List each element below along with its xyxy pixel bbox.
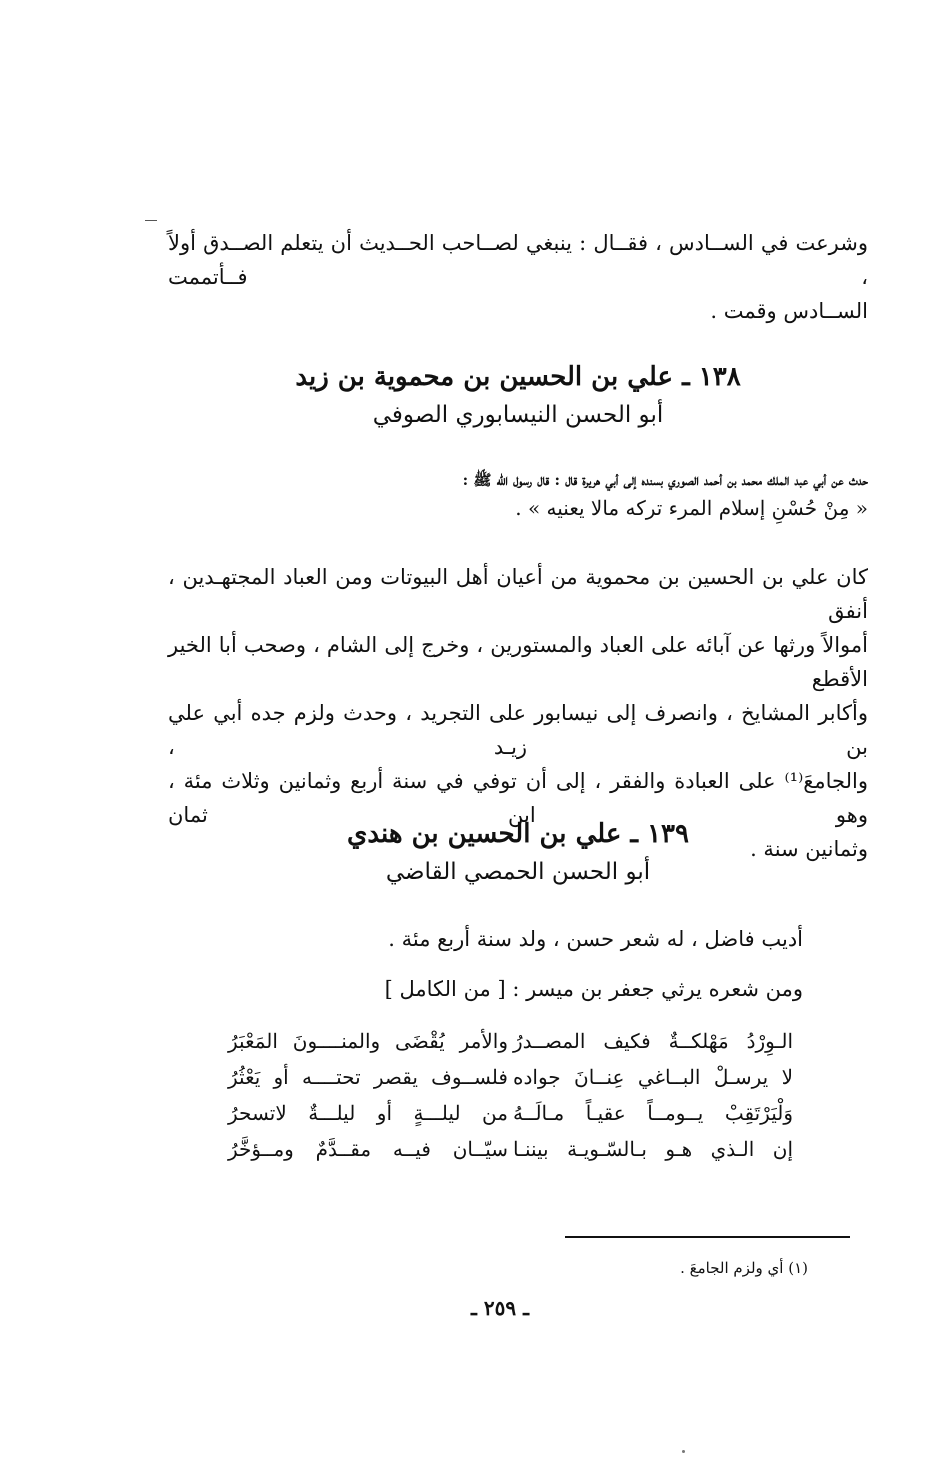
entry-kunya: أبو الحسن النيسابوري الصوفي bbox=[372, 402, 664, 428]
entry-138-header bbox=[168, 357, 868, 433]
poem-verse bbox=[228, 1131, 793, 1167]
paragraph-line: وأكابر المشايخ ، وانصرف إلى نيسابور على التجريد ، وحدث ولزم جده أبي علي بن زيـد ، bbox=[168, 701, 868, 759]
first-hemistich: إن الـذي هـو بـالسّـويـة بيننـا bbox=[513, 1137, 793, 1161]
second-hemistich: فلســوف يقصر تحتــــه أو يَعْثُرُ bbox=[228, 1065, 508, 1089]
margin-mark bbox=[145, 220, 157, 221]
continuation-paragraph bbox=[168, 226, 868, 328]
second-hemistich: من ليلـــةٍ أو ليلـــةٌ لاتسحرُ bbox=[228, 1101, 508, 1125]
entry-heading: ١٣٨ ـ علي بن الحسين بن محموية بن زيد bbox=[295, 362, 741, 392]
paragraph-line: أموالاً ورثها عن آبائه على العباد والمستورين ، وخرج إلى الشام ، وصحب أبا الخير الأقطع bbox=[168, 633, 868, 691]
poem-verse bbox=[228, 1059, 793, 1095]
footnote-divider bbox=[565, 1236, 850, 1238]
poem bbox=[228, 1023, 793, 1167]
entry-139-header bbox=[168, 814, 868, 890]
paragraph-line: كان علي بن الحسين بن محموية من أعيان أهل البيوتات ومن العباد المجتهـدين ، أنفق bbox=[168, 565, 868, 623]
entry-139-intro bbox=[168, 922, 803, 1006]
poem-verse bbox=[228, 1095, 793, 1131]
entry-kunya: أبو الحسن الحمصي القاضي bbox=[385, 859, 651, 885]
footnote-area bbox=[568, 1258, 808, 1277]
first-hemistich: الـوِرْدُ مَهْلكــةٌ فكيف المصــدرُ bbox=[513, 1029, 793, 1053]
first-hemistich: لا يرسـلْ البــاغي عِنــانَ جواده bbox=[513, 1065, 793, 1089]
poem-verse bbox=[228, 1023, 793, 1059]
intro-line: ومن شعره يرثي جعفر بن ميسر : [ من الكامل ] bbox=[384, 977, 803, 1001]
first-hemistich: وَلْيَرْتَقِبْ يــومــاً عقيـاً مـالَــهُ bbox=[513, 1101, 793, 1125]
intro-line: أديب فاضل ، له شعر حسن ، ولد سنة أربع مئة . bbox=[388, 927, 803, 951]
paragraph-line: والجامعَ⁽¹⁾ على العبادة والفقر ، إلى أن توفي في سنة أربع وثمانين وثلاث مئة ، وهو ابن ثمان bbox=[168, 769, 868, 827]
paragraph-line: الســادس وقمت . bbox=[710, 299, 868, 323]
second-hemistich: سيّــان فيــه مقــدَّمٌ ومــؤخَّرُ bbox=[228, 1137, 508, 1161]
page-number-area bbox=[430, 1296, 570, 1320]
page-number: ـ ٢٥٩ ـ bbox=[471, 1296, 529, 1320]
hadith-text: « مِنْ حُسْنِ إسلام المرء تركه مالا يعنيه » . bbox=[515, 496, 868, 520]
second-hemistich: والأمر يُقْضَى والمنــــونَ المَعْبَرُ bbox=[228, 1029, 508, 1053]
entry-heading: ١٣٩ ـ علي بن الحسين بن هندي bbox=[347, 819, 689, 849]
paragraph-line: وشرعت في الســادس ، فقــال : ينبغي لصــاحب الحــديث أن يتعلم الصــدق أولاً ، فــأتممت bbox=[168, 231, 868, 289]
hadith-block bbox=[168, 467, 868, 523]
footnote: (١) أي ولزم الجامعَ . bbox=[680, 1259, 808, 1277]
paragraph-line: وثمانين سنة . bbox=[750, 837, 868, 861]
scan-speck bbox=[682, 1450, 685, 1453]
hadith-intro: حدث عن أبي عبد الملك محمد بن أحمد الصوري بسنده إلى أبي هريرة قال : قال رسول الله ﷺ : bbox=[462, 471, 868, 489]
